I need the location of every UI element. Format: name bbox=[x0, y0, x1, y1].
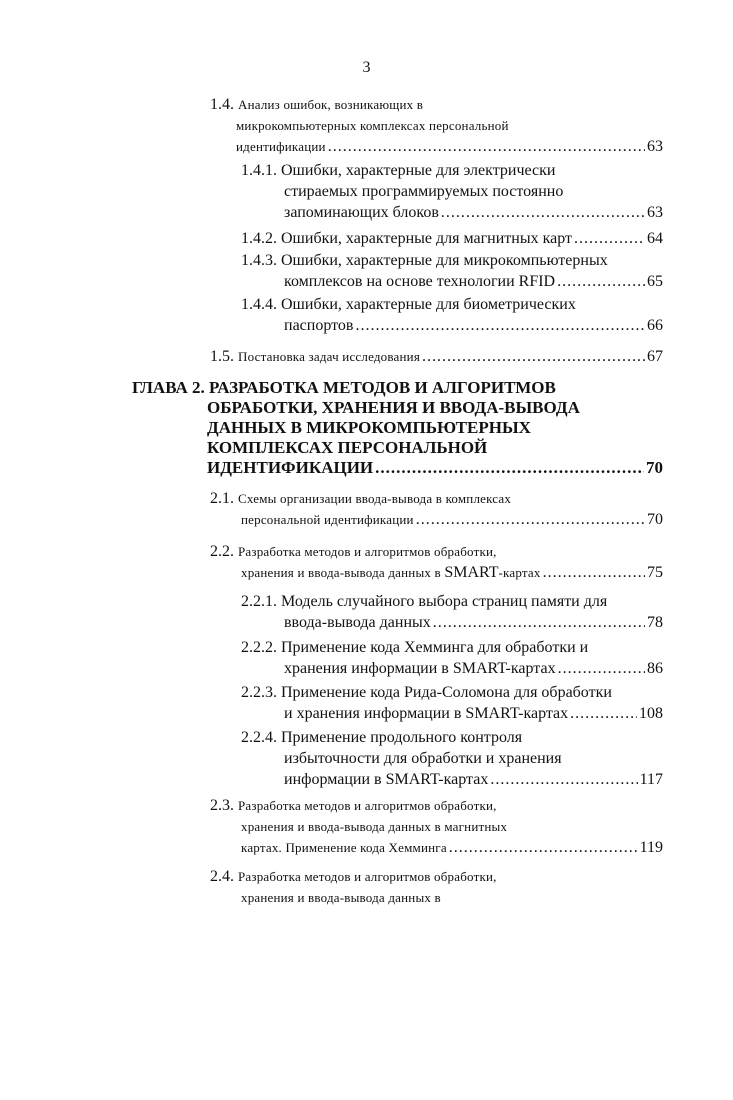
leader-dots bbox=[574, 228, 645, 249]
entry-title-line: стираемых программируемых постоянно bbox=[284, 183, 564, 200]
entry-title-line: персональной идентификации bbox=[241, 512, 414, 527]
leader-dots bbox=[375, 458, 644, 478]
chapter-title-line: КОМПЛЕКСАХ ПЕРСОНАЛЬНОЙ bbox=[207, 438, 488, 457]
entry-number: 1.4.2. bbox=[241, 230, 277, 247]
entry-page: 70 bbox=[647, 511, 663, 528]
entry-page: 78 bbox=[647, 614, 663, 631]
entry-page: 75 bbox=[647, 564, 663, 581]
entry-number: 2.4. bbox=[210, 868, 234, 885]
entry-title-line: ввода-вывода данных bbox=[284, 614, 431, 631]
leader-dots bbox=[449, 837, 638, 858]
entry-title-line: информации в SMART-картах bbox=[284, 771, 489, 788]
entry-number: 2.1. bbox=[210, 490, 234, 507]
entry-title-line bbox=[241, 228, 572, 249]
leader-dots bbox=[416, 509, 645, 530]
entry-title-line: комплексов на основе технологии RFID bbox=[284, 273, 556, 290]
entry-page: 86 bbox=[647, 660, 663, 677]
entry-title-line: микрокомпьютерных комплексах персональной bbox=[236, 118, 509, 133]
leader-dots bbox=[558, 658, 645, 679]
toc-entry-2-2-3[interactable] bbox=[241, 682, 663, 724]
entry-title-text: Постановка задач исследования bbox=[238, 349, 421, 364]
leader-dots bbox=[490, 769, 637, 790]
entry-title-line: и хранения информации в SMART-картах bbox=[284, 705, 569, 722]
toc-entry-2-2-2[interactable] bbox=[241, 637, 663, 679]
entry-number: 1.4.3. bbox=[241, 252, 277, 269]
entry-number: 1.4.4. bbox=[241, 296, 277, 313]
entry-number: 2.2. bbox=[210, 543, 234, 560]
entry-title-line: Ошибки, характерные для электрически bbox=[281, 162, 556, 179]
chapter-title-line: ДАННЫХ В МИКРОКОМПЬЮТЕРНЫХ bbox=[207, 418, 531, 437]
chapter-title-line: ИДЕНТИФИКАЦИИ bbox=[207, 458, 374, 477]
page-number: 3 bbox=[362, 59, 371, 76]
toc-entry-1-4-2[interactable] bbox=[241, 228, 663, 249]
chapter-title-line: РАЗРАБОТКА МЕТОДОВ И АЛГОРИТМОВ bbox=[209, 378, 556, 397]
entry-title-part: -картах bbox=[498, 565, 541, 580]
entry-title-line: запоминающих блоков bbox=[284, 204, 439, 221]
entry-page: 108 bbox=[639, 705, 663, 722]
entry-title-line: хранения информации в SMART-картах bbox=[284, 660, 556, 677]
entry-title-text: Ошибки, характерные для магнитных карт bbox=[281, 230, 572, 247]
chapter-title-line: ОБРАБОТКИ, ХРАНЕНИЯ И ВВОДА-ВЫВОДА bbox=[207, 398, 580, 417]
toc-entry-2-3[interactable] bbox=[210, 795, 663, 858]
toc-entry-1-4-4[interactable] bbox=[241, 294, 663, 336]
entry-title-part: хранения и ввода-вывода данных в bbox=[241, 565, 445, 580]
entry-page: 63 bbox=[647, 204, 663, 221]
entry-title-line: Модель случайного выбора страниц памяти для bbox=[281, 593, 608, 610]
toc-entry-2-2-4[interactable] bbox=[241, 727, 663, 790]
entry-number: 1.4.1. bbox=[241, 162, 277, 179]
entry-page: 65 bbox=[647, 273, 663, 290]
entry-title-line bbox=[241, 562, 541, 583]
entry-title-line bbox=[210, 346, 420, 367]
leader-dots bbox=[441, 202, 645, 223]
leader-dots bbox=[355, 315, 645, 336]
entry-page: 67 bbox=[647, 348, 663, 365]
leader-dots bbox=[422, 346, 645, 367]
entry-title-part: картах. bbox=[241, 840, 286, 855]
entry-title-line bbox=[241, 837, 447, 858]
entry-title-line: паспортов bbox=[284, 317, 354, 334]
entry-title-line: идентификации bbox=[236, 139, 326, 154]
toc-entry-2-4[interactable] bbox=[210, 866, 663, 908]
entry-title-line: Анализ ошибок, возникающих в bbox=[238, 97, 424, 112]
entry-page: 64 bbox=[647, 230, 663, 247]
entry-title-line: Применение продольного контроля bbox=[281, 729, 523, 746]
entry-title-part: SMART bbox=[444, 564, 499, 581]
toc-entry-1-4-3[interactable] bbox=[241, 250, 663, 292]
toc-entry-2-2[interactable] bbox=[210, 541, 663, 583]
leader-dots bbox=[328, 136, 645, 157]
toc-entry-2-2-1[interactable] bbox=[241, 591, 663, 633]
entry-number: 2.3. bbox=[210, 797, 234, 814]
entry-title-line: избыточности для обработки и хранения bbox=[284, 750, 562, 767]
entry-title-line: Ошибки, характерные для микрокомпьютерных bbox=[281, 252, 608, 269]
toc-entry-1-4[interactable] bbox=[210, 94, 663, 157]
entry-number: 2.2.4. bbox=[241, 729, 277, 746]
entry-number: 2.2.1. bbox=[241, 593, 277, 610]
entry-title-line: хранения и ввода-вывода данных в bbox=[241, 890, 441, 905]
entry-title-line: Ошибки, характерные для биометрических bbox=[281, 296, 576, 313]
toc-entry-1-4-1[interactable] bbox=[241, 160, 663, 223]
leader-dots bbox=[570, 703, 637, 724]
chapter-page: 70 bbox=[646, 458, 663, 477]
entry-title-line: Схемы организации ввода-вывода в комплексах bbox=[238, 491, 512, 506]
entry-number: 2.2.3. bbox=[241, 684, 277, 701]
entry-title-line: Разработка методов и алгоритмов обработки, bbox=[238, 869, 497, 884]
entry-title-line: Разработка методов и алгоритмов обработки, bbox=[238, 798, 497, 813]
leader-dots bbox=[433, 612, 645, 633]
toc-entry-1-5[interactable] bbox=[210, 346, 663, 367]
entry-page: 66 bbox=[647, 317, 663, 334]
entry-title-line: Разработка методов и алгоритмов обработки, bbox=[238, 544, 497, 559]
entry-title-line: Применение кода Хемминга для обработки и bbox=[281, 639, 589, 656]
entry-page: 119 bbox=[639, 839, 663, 856]
toc-entry-2-1[interactable] bbox=[210, 488, 663, 530]
entry-number: 1.4. bbox=[210, 96, 234, 113]
chapter-number: ГЛАВА 2. bbox=[132, 378, 205, 397]
toc-chapter-2[interactable] bbox=[132, 378, 663, 478]
entry-title-line: Применение кода Рида-Соломона для обработки bbox=[281, 684, 612, 701]
entry-number: 2.2.2. bbox=[241, 639, 277, 656]
leader-dots bbox=[557, 271, 645, 292]
entry-title-part: Применение кода Хемминга bbox=[285, 840, 447, 855]
entry-page: 117 bbox=[639, 771, 663, 788]
leader-dots bbox=[543, 562, 645, 583]
entry-title-line: хранения и ввода-вывода данных в магнитных bbox=[241, 819, 508, 834]
entry-number: 1.5. bbox=[210, 348, 234, 365]
entry-page: 63 bbox=[647, 138, 663, 155]
